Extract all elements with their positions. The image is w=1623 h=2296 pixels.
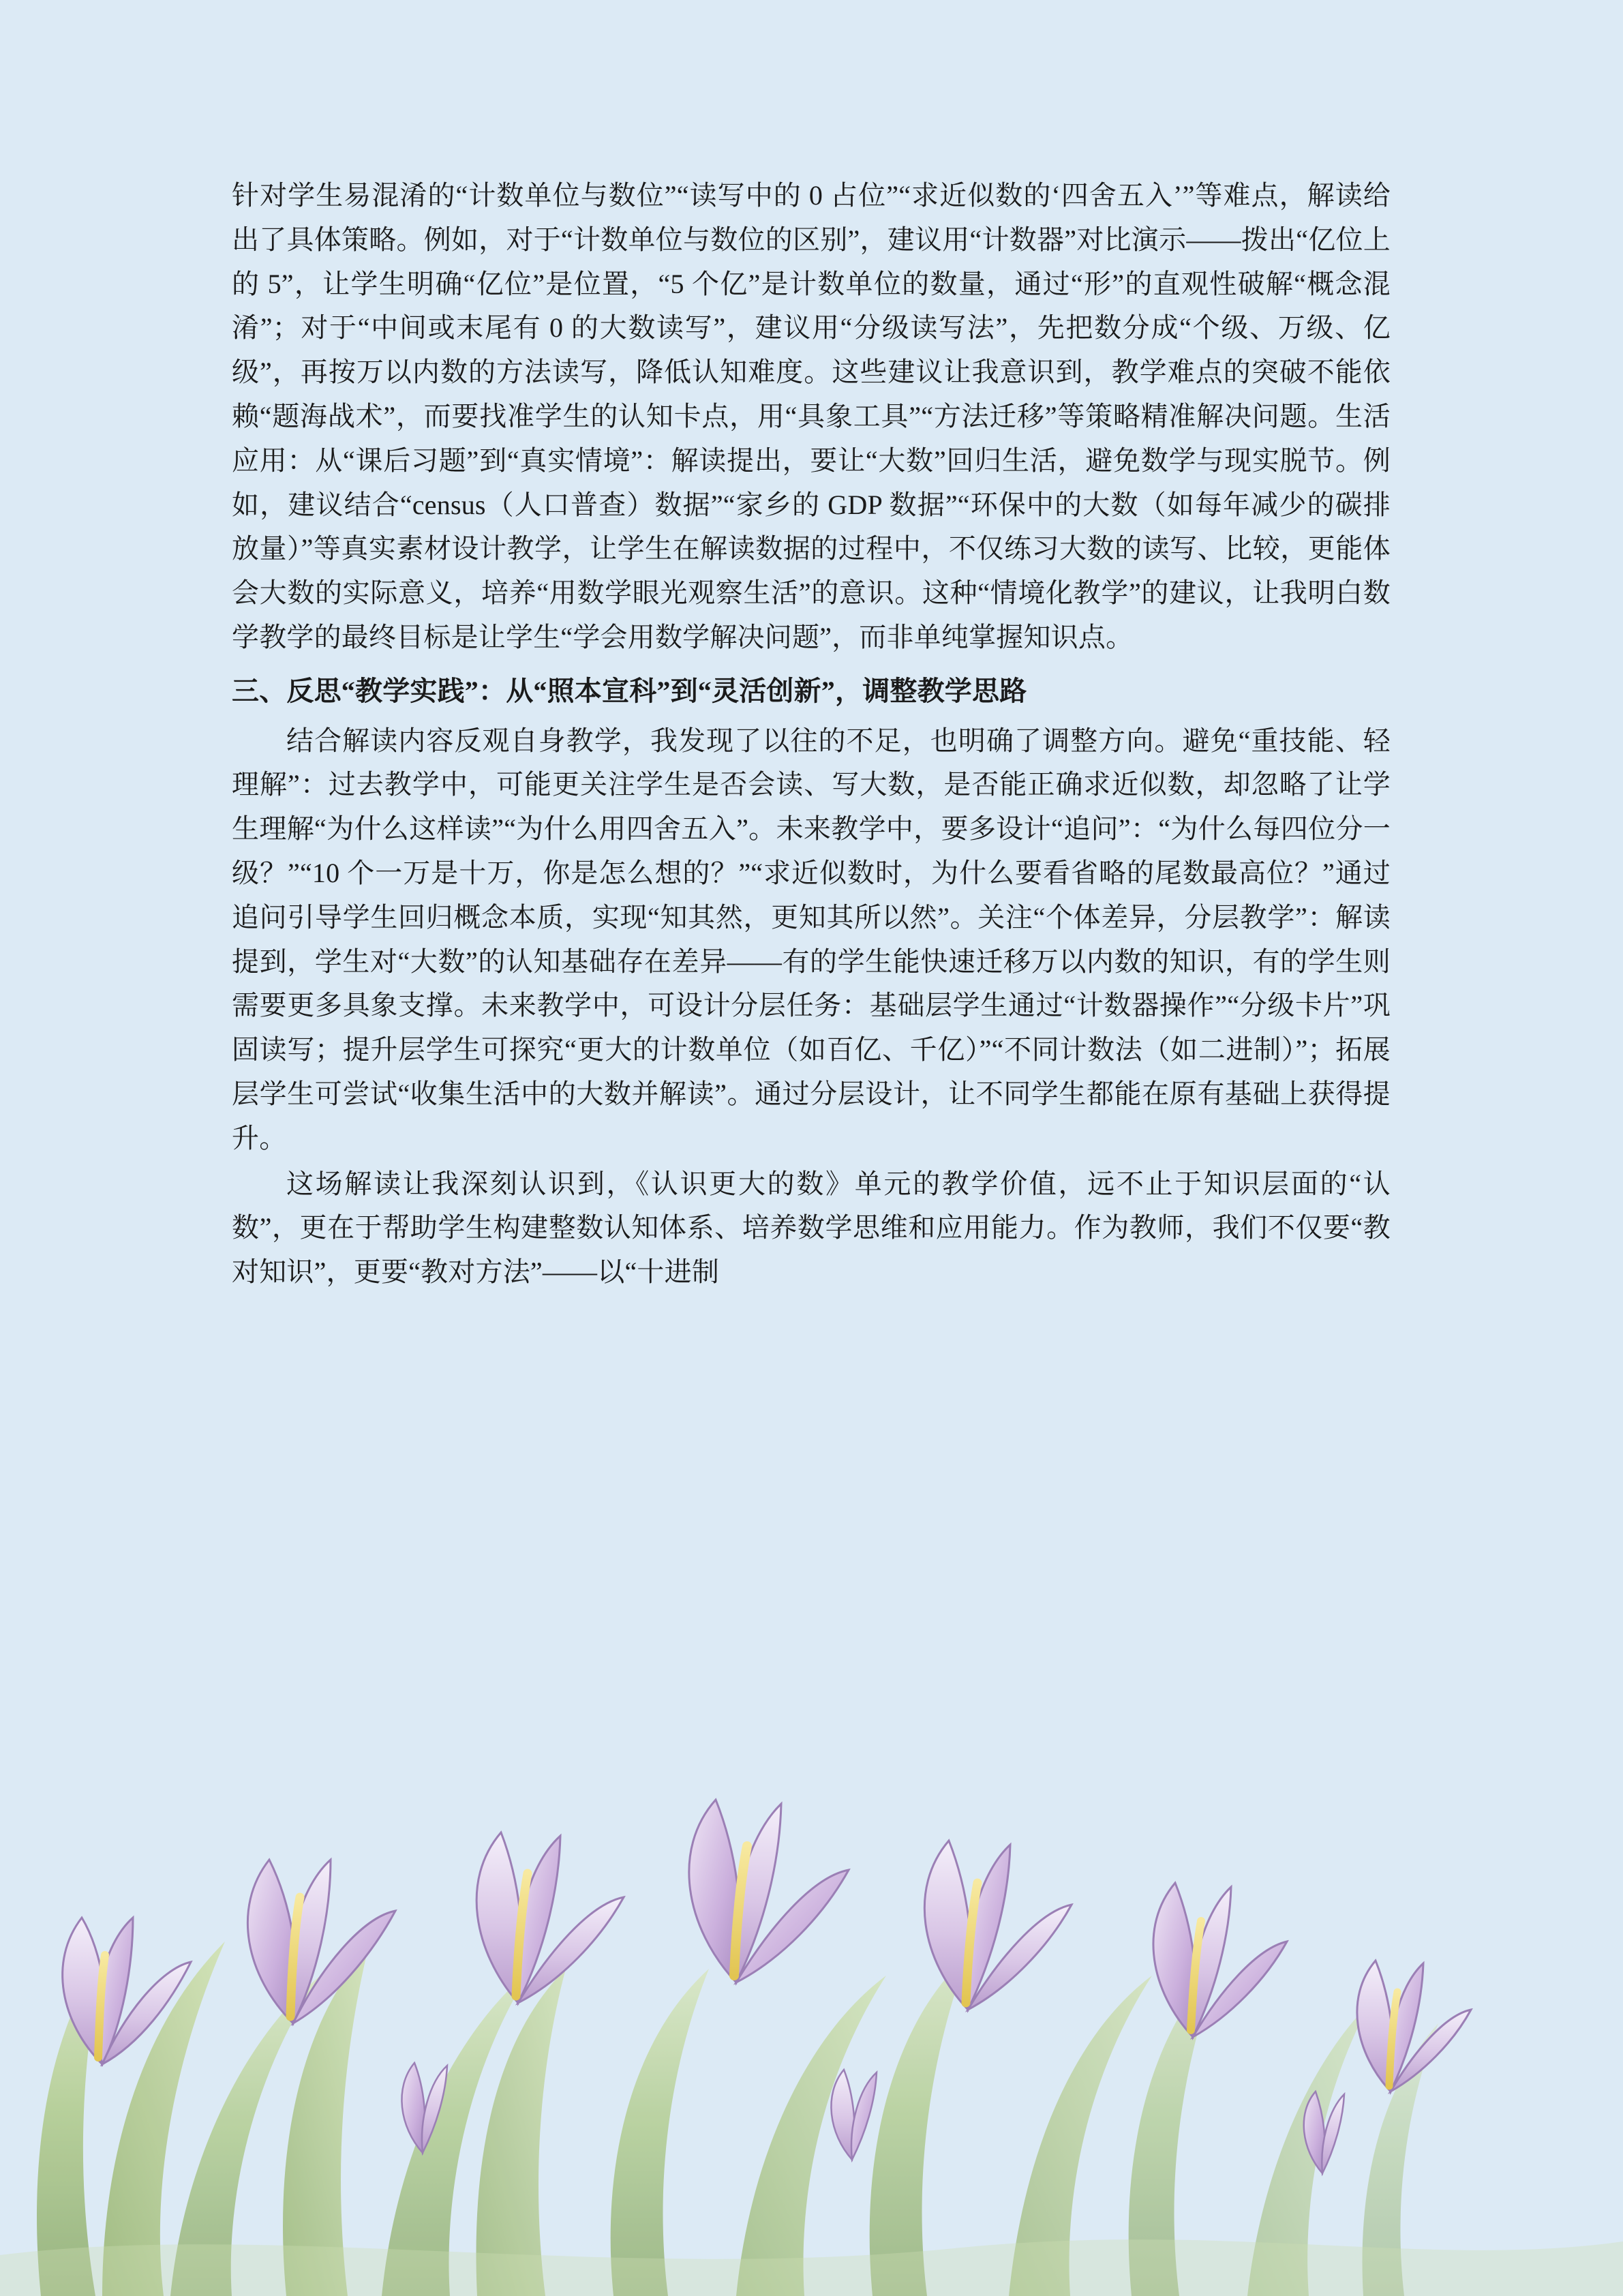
paragraph-3: 这场解读让我深刻认识到，《认识更大的数》单元的教学价值，远不止于知识层面的“认数”，更在于帮助学生构建整数认知体系、培养数学思维和应用能力。作为教师，我们不仅要“教对知识”，更要“教对方法”——以“十进制 (232, 1168, 1391, 1288)
section-heading-3: 三、反思“教学实践”：从“照本宣科”到“灵活创新”，调整教学思路 (232, 675, 1027, 706)
document-body (232, 174, 1391, 1296)
paragraph-2: 结合解读内容反观自身教学，我发现了以往的不足，也明确了调整方向。避免“重技能、轻理解”：过去教学中，可能更关注学生是否会读、写大数，是否能正确求近似数，却忽略了让学生理解“为什么这样读”“为什么用四舍五入”。未来教学中，要多设计“追问”：“为什么每四位分一级？”“10 个一万是十万，你是怎么想的？”“求近似数时，为什么要看省略的尾数最高位？”通过追问引导学生回归概念本质，实现“知其然，更知其所以然”。关注“个体差异，分层教学”：解读提到，学生对“大数”的认知基础存在差异——有的学生能快速迁移万以内数的知识，有的学生则需要更多具象支撑。未来教学中，可设计分层任务：基础层学生通过“计数器操作”“分级卡片”巩固读写；提升层学生可探究“更大的计数单位（如百亿、千亿）”“不同计数法（如二进制）”；拓展层学生可尝试“收集生活中的大数并解读”。通过分层设计，让不同学生都能在原有基础上获得提升。 (232, 725, 1391, 1153)
paragraph-1: 针对学生易混淆的“计数单位与数位”“读写中的 0 占位”“求近似数的‘四舍五入’”等难点，解读给出了具体策略。例如，对于“计数单位与数位的区别”，建议用“计数器”对比演示——拨出“亿位上的 5”，让学生明确“亿位”是位置，“5 个亿”是计数单位的数量，通过“形”的直观性破解“概念混淆”；对于“中间或末尾有 0 的大数读写”，建议用“分级读写法”，先把数分成“个级、万级、亿级”，再按万以内数的方法读写，降低认知难度。这些建议让我意识到，教学难点的突破不能依赖“题海战术”，而要找准学生的认知卡点，用“具象工具”“方法迁移”等策略精准解决问题。生活应用：从“课后习题”到“真实情境”：解读提出，要让“大数”回归生活，避免数学与现实脱节。例如，建议结合“census（人口普查）数据”“家乡的 GDP 数据”“环保中的大数（如每年减少的碳排放量）”等真实素材设计教学，让学生在解读数据的过程中，不仅练习大数的读写、比较，更能体会大数的实际意义，培养“用数学眼光观察生活”的意识。这种“情境化教学”的建议，让我明白数学教学的最终目标是让学生“学会用数学解决问题”，而非单纯掌握知识点。 (232, 180, 1391, 652)
floral-decoration-icon (0, 1682, 1623, 2296)
